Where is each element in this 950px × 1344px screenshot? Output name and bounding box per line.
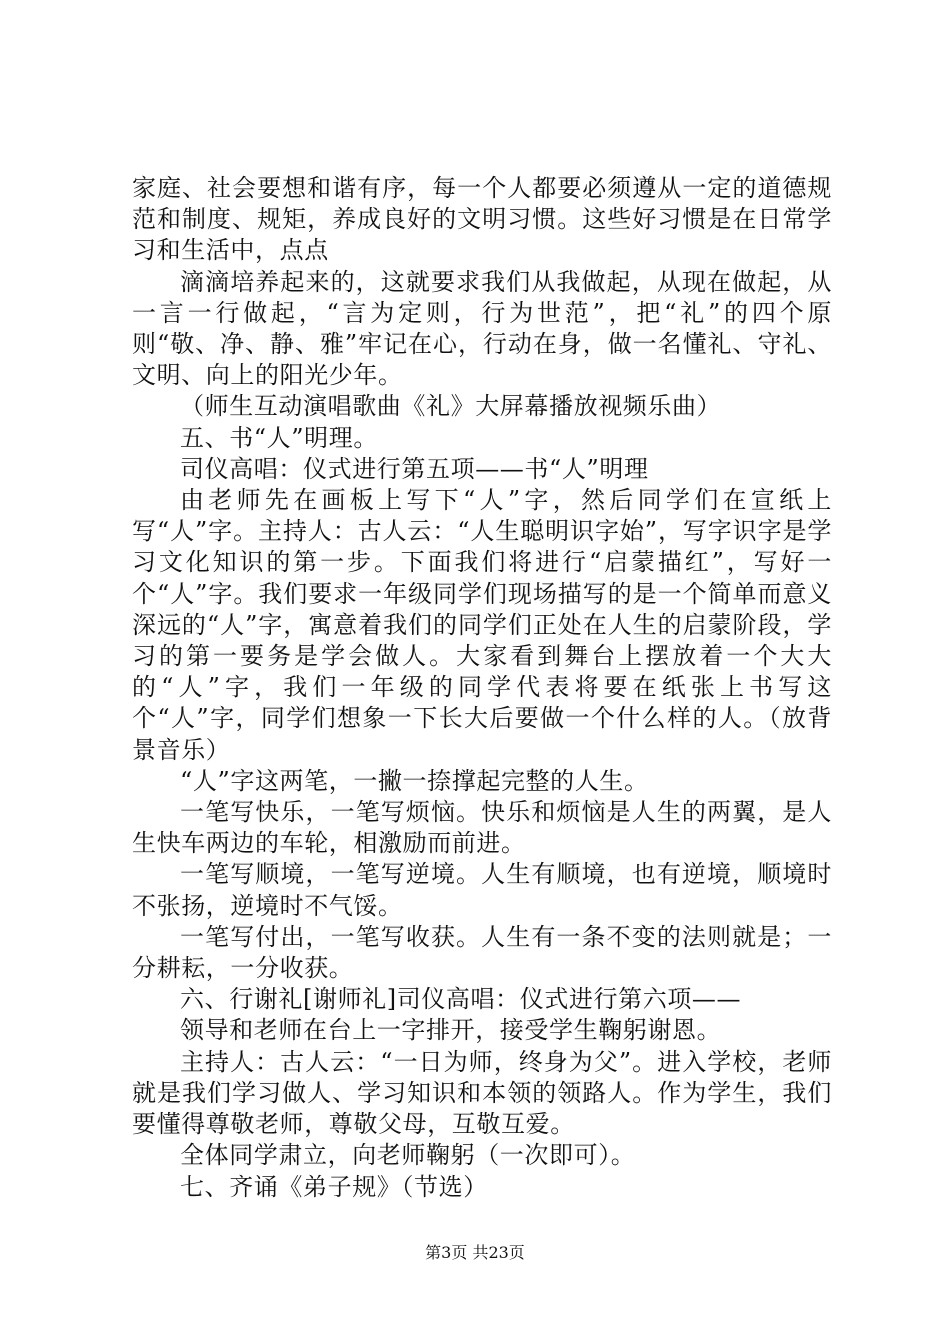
section-heading-6: 六、行谢礼[谢师礼]司仪高唱：仪式进行第六项——: [180, 985, 742, 1014]
paragraph-5: 司仪高唱：仪式进行第五项——书“人”明理: [180, 454, 649, 483]
paragraph-9: 一笔写顺境，一笔写逆境。人生有顺境，也有逆境，顺境时不张扬，逆境时不气馁。: [132, 860, 832, 920]
paragraph-13: 主持人：古人云：“一日为师，终身为父”。进入学校，老师就是我们学习做人、学习知识和本领的领路人。作为学生，我们要懂得尊敬老师，尊敬父母，互敬互爱。: [132, 1047, 832, 1139]
section-heading-7: 七、齐诵《弟子规》（节选）: [180, 1172, 488, 1201]
paragraph-8: 一笔写快乐，一笔写烦恼。快乐和烦恼是人生的两翼，是人生快车两边的车轮，相激励而前进。: [132, 798, 832, 858]
paragraph-2: 滴滴培养起来的，这就要求我们从我做起，从现在做起，从一言一行做起，“言为定则，行为世范”，把“礼”的四个原则“敬、净、静、雅”牢记在心，行动在身，做一名懂礼、守礼、文明、向上的阳光少年。: [132, 267, 832, 390]
section-heading-5: 五、书“人”明理。: [180, 423, 378, 452]
paragraph-10: 一笔写付出，一笔写收获。人生有一条不变的法则就是；一分耕耘，一分收获。: [132, 922, 832, 983]
paragraph-1: 家庭、社会要想和谐有序，每一个人都要必须遵从一定的道德规范和制度、规矩，养成良好的文明习惯。这些好习惯是在日常学习和生活中，点点: [132, 174, 832, 265]
document-body: [132, 173, 832, 1203]
paragraph-6: 由老师先在画板上写下“人”字，然后同学们在宣纸上写“人”字。主持人：古人云：“人生聪明识字始”，写字识字是学习文化知识的第一步。下面我们将进行“启蒙描红”，写好一个“人”字。我们要求一年级同学们现场描写的是一个简单而意义深远的“人”字，寓意着我们的同学们正处在人生的启蒙阶段，学习的第一要务是学会做人。大家看到舞台上摆放着一个大大的“人”字，我们一年级的同学代表将要在纸张上书写这个“人”字，同学们想象一下长大后要做一个什么样的人。（放背景音乐）: [132, 486, 832, 764]
paragraph-3: （师生互动演唱歌曲《礼》大屏幕播放视频乐曲）: [180, 392, 722, 421]
paragraph-14: 全体同学肃立，向老师鞠躬（一次即可）。: [180, 1141, 636, 1170]
page-footer: 第3页 共23页: [425, 1243, 525, 1262]
paragraph-12: 领导和老师在台上一字排开，接受学生鞠躬谢恩。: [180, 1016, 722, 1045]
paragraph-7: “人”字这两笔，一撇一捺撑起完整的人生。: [180, 766, 649, 795]
